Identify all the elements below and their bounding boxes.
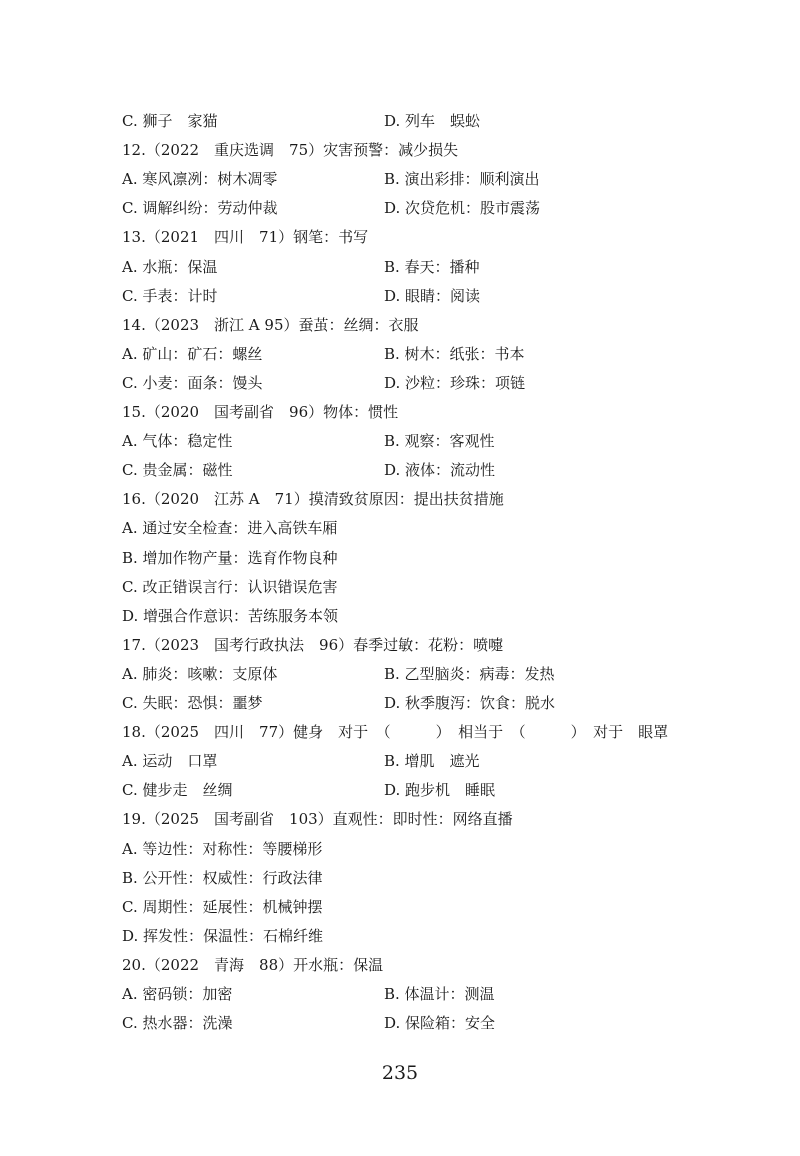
- option-text: D. 液体：流动性: [384, 461, 496, 480]
- option-text: A. 矿山：矿石：螺丝: [122, 344, 263, 363]
- question-text: 14.（2023 浙江 A 95）蚕茧：丝绸：衣服: [122, 315, 419, 334]
- option-row: [122, 1010, 682, 1036]
- question-text: 17.（2023 国考行政执法 96）春季过敏：花粉：喷嚏: [122, 635, 504, 654]
- option-text: B. 乙型脑炎：病毒：发热: [384, 664, 555, 683]
- question-text: 18.（2025 四川 77）健身 对于 （ ） 相当于 （ ） 对于 眼罩: [122, 723, 669, 742]
- option-text: C. 失眠：恐惧：噩梦: [122, 694, 263, 712]
- option-text: A. 通过安全检查：进入高铁车厢: [122, 519, 338, 538]
- option-row: [122, 574, 682, 600]
- option-row: [122, 195, 682, 221]
- option-text: A. 等边性：对称性：等腰梯形: [122, 839, 323, 858]
- option-text: D. 次贷危机：股市震荡: [384, 199, 541, 218]
- question-text: 16.（2020 江苏 A 71）摸清致贫原因：提出扶贫措施: [122, 490, 504, 509]
- option-text: B. 树木：纸张：书本: [384, 344, 525, 363]
- option-row: [122, 370, 682, 396]
- option-row: [122, 428, 682, 454]
- question-stem: [122, 312, 682, 338]
- option-text: C. 健步走 丝绸: [122, 781, 233, 800]
- option-text: B. 增肌 遮光: [384, 752, 480, 771]
- option-text: C. 周期性：延展性：机械钟摆: [122, 897, 323, 916]
- option-row: [122, 923, 682, 949]
- option-text: A. 气体：稳定性: [122, 432, 233, 451]
- option-row: [122, 690, 682, 716]
- option-text: C. 手表：计时: [122, 286, 218, 305]
- option-row: [122, 748, 682, 774]
- question-stem: [122, 399, 682, 425]
- option-text: B. 体温计：测温: [384, 985, 495, 1003]
- option-text: B. 观察：客观性: [384, 432, 495, 451]
- option-text: D. 挥发性：保温性：石棉纤维: [122, 926, 324, 945]
- option-text: A. 寒风凛冽：树木凋零: [122, 170, 278, 189]
- option-text: B. 演出彩排：顺利演出: [384, 170, 540, 189]
- question-stem: [122, 952, 682, 978]
- question-text: 19.（2025 国考副省 103）直观性：即时性：网络直播: [122, 810, 513, 829]
- option-row: [122, 108, 682, 134]
- option-row: [122, 545, 682, 571]
- question-stem: [122, 719, 682, 745]
- option-row: [122, 865, 682, 891]
- option-text: B. 公开性：权威性：行政法律: [122, 868, 323, 887]
- option-text: C. 狮子 家猫: [122, 112, 218, 130]
- option-text: C. 改正错误言行：认识错误危害: [122, 577, 338, 596]
- option-row: [122, 515, 682, 541]
- question-text: 20.（2022 青海 88）开水瓶：保温: [122, 955, 384, 974]
- option-text: D. 保险箱：安全: [384, 1014, 496, 1033]
- option-row: [122, 457, 682, 483]
- option-row: [122, 661, 682, 687]
- question-stem: [122, 486, 682, 512]
- option-row: [122, 603, 682, 629]
- option-row: [122, 894, 682, 920]
- option-row: [122, 341, 682, 367]
- option-text: D. 列车 蜈蚣: [384, 112, 481, 130]
- option-text: D. 眼睛：阅读: [384, 286, 481, 305]
- option-text: D. 跑步机 睡眠: [384, 781, 496, 800]
- option-text: D. 沙粒：珍珠：项链: [384, 373, 526, 392]
- option-text: A. 水瓶：保温: [122, 257, 218, 276]
- option-text: C. 小麦：面条：馒头: [122, 373, 263, 392]
- question-text: 12.（2022 重庆选调 75）灾害预警：减少损失: [122, 141, 459, 160]
- question-text: 15.（2020 国考副省 96）物体：惯性: [122, 403, 399, 421]
- option-row: [122, 836, 682, 862]
- option-text: A. 密码锁：加密: [122, 985, 233, 1003]
- option-text: D. 增强合作意识：苦练服务本领: [122, 606, 339, 625]
- option-row: [122, 777, 682, 803]
- page-number: 235: [381, 1062, 419, 1084]
- option-text: D. 秋季腹泻：饮食：脱水: [384, 694, 556, 712]
- question-stem: [122, 137, 682, 163]
- question-stem: [122, 806, 682, 832]
- option-row: [122, 283, 682, 309]
- question-text: 13.（2021 四川 71）钢笔：书写: [122, 228, 369, 247]
- option-text: B. 春天：播种: [384, 257, 480, 276]
- option-row: [122, 981, 682, 1007]
- option-row: [122, 166, 682, 192]
- option-text: C. 调解纠纷：劳动仲裁: [122, 199, 278, 218]
- question-stem: [122, 224, 682, 250]
- option-row: [122, 254, 682, 280]
- question-stem: [122, 632, 682, 658]
- option-text: C. 贵金属：磁性: [122, 461, 233, 480]
- option-text: A. 肺炎：咳嗽：支原体: [122, 664, 278, 683]
- option-text: C. 热水器：洗澡: [122, 1014, 233, 1033]
- option-text: B. 增加作物产量：选育作物良种: [122, 548, 338, 567]
- option-text: A. 运动 口罩: [122, 752, 218, 771]
